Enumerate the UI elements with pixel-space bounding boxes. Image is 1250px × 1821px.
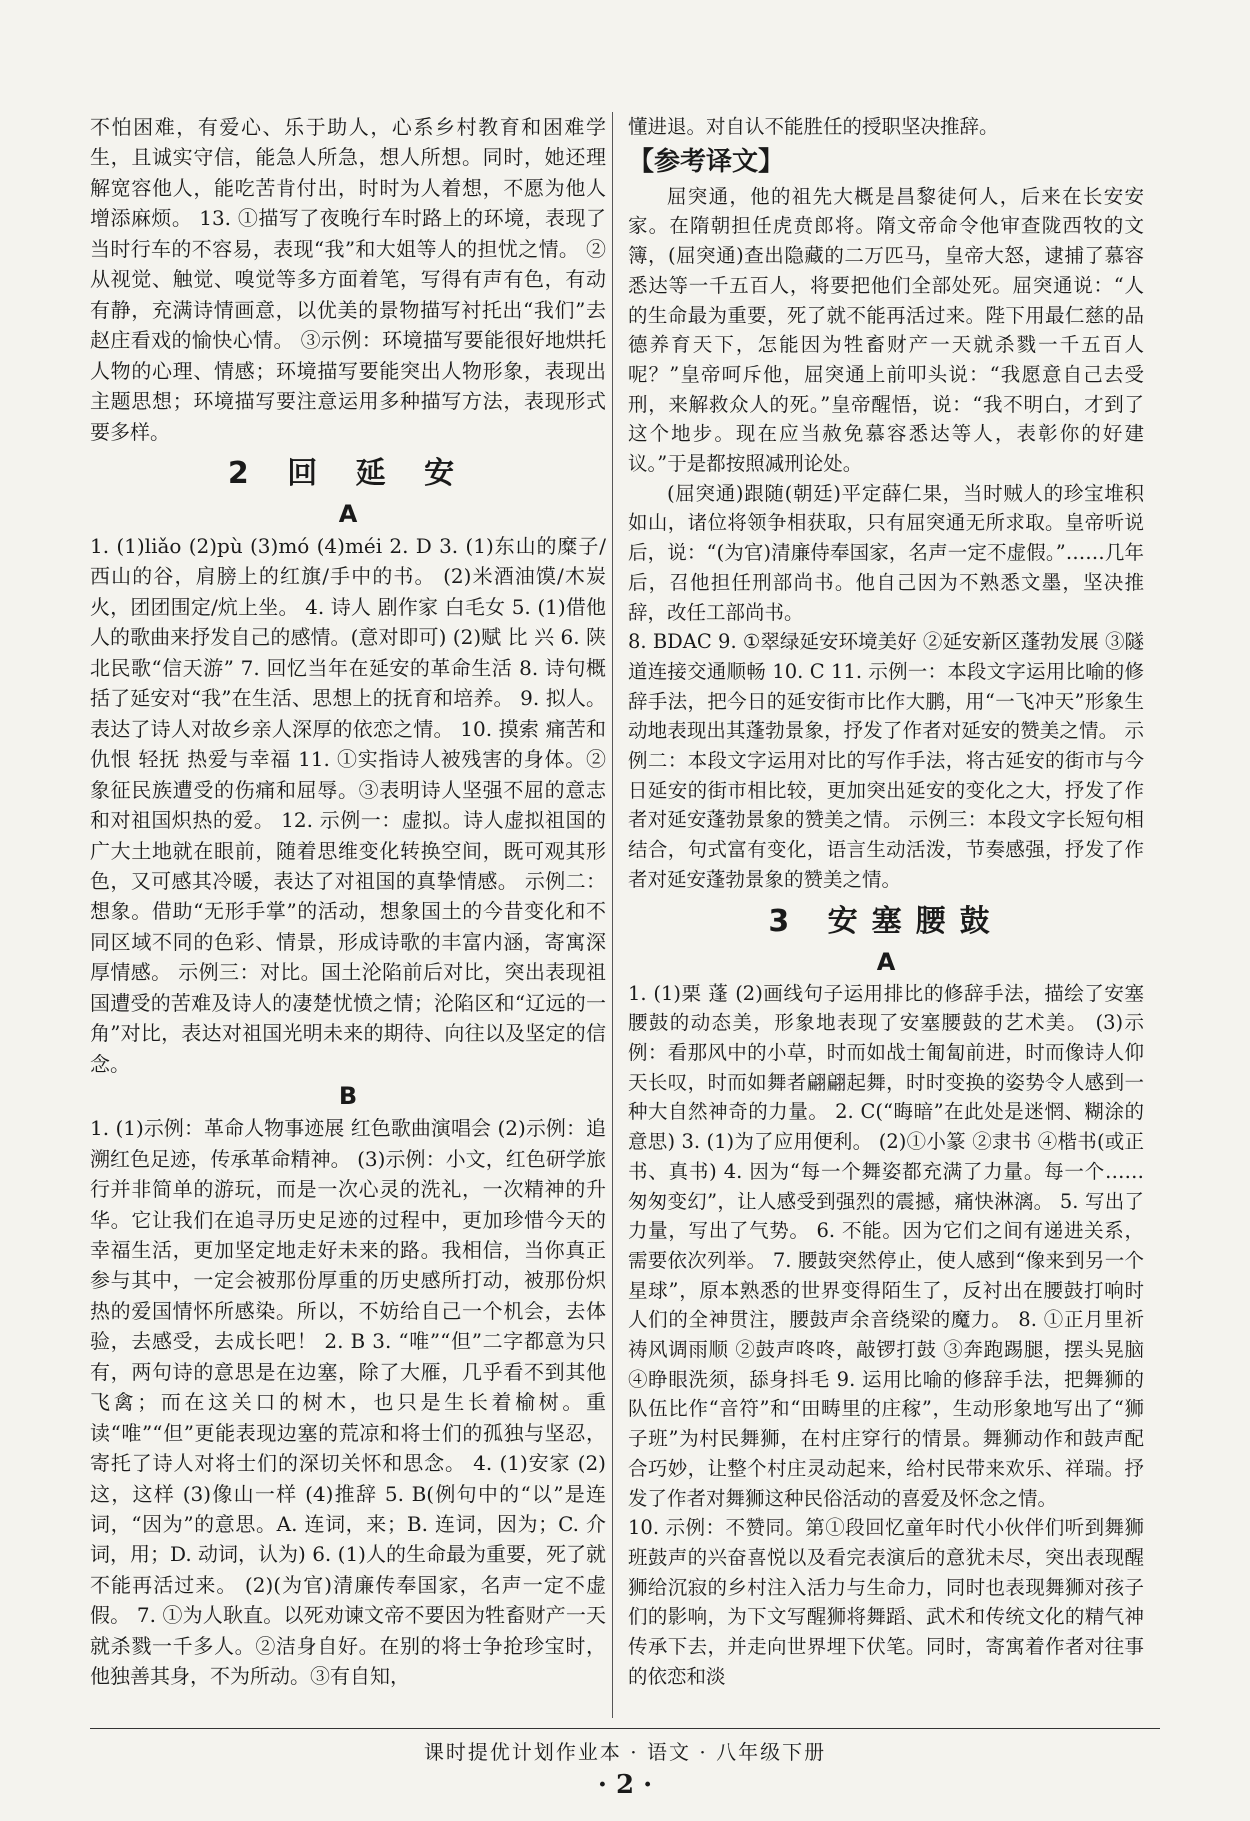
continuation-text: 懂进退。对自认不能胜任的授职坚决推辞。: [628, 115, 999, 138]
section-2-a-answers: 1. (1)liǎo (2)pù (3)mó (4)méi 2. D 3. (1)东山的糜子/西山的谷，肩膀上的红旗/手中的书。 (2)米酒油馍/木炭火，团团围定/炕上坐。 4. 诗人 剧作家 白毛女 5. (1)借他人的歌曲来抒发自己的感情。(意对即可) (2)赋 比 兴 6. 陕北民歌“信天游” 7. 回忆当年在延安的革命生活 8. 诗句概括了延安对“我”在生活、思想上的抚育和培养。 9. 拟人。表达了诗人对故乡亲人深厚的依恋之情。 10. 摸索 痛苦和仇恨 轻抚 热爱与幸福 11. ①实指诗人被残害的身体。②象征民族遭受的伤痛和屈辱。③表明诗人坚强不屈的意志和对祖国炽热的爱。 12. 示例一：虚拟。诗人虚拟祖国的广大土地就在眼前，随着思维变化转换空间，既可观其形色，又可感其冷暖，表达了对祖国的真挚情感。 示例二：想象。借助“无形手掌”的活动，想象国土的今昔变化和不同区域不同的色彩、情景，形成诗歌的丰富内涵，寄寓深厚情感。 示例三：对比。国土沦陷前后对比，突出表现祖国遭受的苦难及诗人的凄楚忧愤之情；沦陷区和“辽远的一角”对比，表达对祖国光明未来的期待、向往以及坚定的信念。: [90, 533, 606, 1076]
right-column: [628, 112, 1144, 1691]
intro-paragraph: 不怕困难，有爱心、乐于助人，心系乡村教育和困难学生，且诚实守信，能急人所急，想人所想。同时，她还理解宽容他人，能吃苦肯付出，时时为人着想，不愿为他人增添麻烦。 13. ①描写了夜晚行车时路上的环境，表现了当时行车的不容易，表现“我”和大姐等人的担忧之情。 ②从视觉、触觉、嗅觉等多方面着笔，写得有声有色，有动有静，充满诗情画意，以优美的景物描写衬托出“我们”去赵庄看戏的愉快心情。 ③示例：环境描写要能很好地烘托人物的心理、情感；环境描写要能突出人物形象，表现出主题思想；环境描写要注意运用多种描写方法，表现形式要多样。: [90, 115, 606, 444]
section-2-b-label: B: [338, 1082, 358, 1111]
section-2-remaining-answers: 8. BDAC 9. ①翠绿延安环境美好 ②延安新区蓬勃发展 ③隧道连接交通顺畅 10. C 11. 示例一：本段文字运用比喻的修辞手法，把今日的延安街市比作大鹏，用“一飞冲天”形象生动地表现出其蓬勃景象，抒发了作者对延安的赞美之情。 示例二：本段文字运用对比的写作手法，将古延安的街市与今日延安的街市相比较，更加突出延安的变化之大，抒发了作者对延安蓬勃景象的赞美之情。 示例三：本段文字长短句相结合，句式富有变化，语言生动活泼，节奏感强，抒发了作者对延安蓬勃景象的赞美之情。: [628, 630, 1144, 891]
section-3-a-label: A: [876, 947, 896, 976]
left-column: [90, 112, 606, 1692]
section-2-b-answers: 1. (1)示例：革命人物事迹展 红色歌曲演唱会 (2)示例：追溯红色足迹，传承革命精神。 (3)示例：小文，红色研学旅行并非简单的游玩，而是一次心灵的洗礼，一次精神的升华。它让我们在追寻历史足迹的过程中，更加珍惜今天的幸福生活，更加坚定地走好未来的路。我相信，当你真正参与其中，一定会被那份厚重的历史感所打动，被那份炽热的爱国情怀所感染。所以，不妨给自己一个机会，去体验，去感受，去成长吧！ 2. B 3. “唯”“但”二字都意为只有，两句诗的意思是在边塞，除了大雁，几乎看不到其他飞禽；而在这关口的树木，也只是生长着榆树。重读“唯”“但”更能表现边塞的荒凉和将士们的孤独与坚忍，寄托了诗人对将士们的深切关怀和思念。 4. (1)安家 (2)这，这样 (3)像山一样 (4)推辞 5. B(例句中的“以”是连词，“因为”的意思。A. 连词，来；B. 连词，因为；C. 介词，用；D. 动词，认为) 6. (1)人的生命最为重要，死了就不能再活过来。 (2)(为官)清廉传奉国家，名声一定不虚假。 7. ①为人耿直。以死劝谏文帝不要因为牲畜财产一天就杀戮一千多人。②洁身自好。在别的将士争抢珍宝时，他独善其身，不为所动。③有自知，: [90, 1116, 606, 1689]
translation-label: 【参考译文】: [628, 146, 785, 177]
page-number: · 2 ·: [597, 1770, 653, 1800]
question-10-answer: 10. 示例：不赞同。第①段回忆童年时代小伙伴们听到舞狮班鼓声的兴奋喜悦以及看完表演后的意犹未尽，突出表现醒狮给沉寂的乡村注入活力与生命力，同时也表现舞狮对孩子们的影响，为下文写醒狮将舞蹈、武术和传统文化的精气神传承下去，并走向世界埋下伏笔。同时，寄寓着作者对往事的依恋和淡: [628, 1516, 1144, 1688]
translation-paragraph-2: (屈突通)跟随(朝廷)平定薛仁果，当时贼人的珍宝堆积如山，诸位将领争相获取，只有屈突通无所求取。皇帝听说后，说：“(为官)清廉侍奉国家，名声一定不虚假。”……几年后，召他担任刑部尚书。他自己因为不熟悉文墨，坚决推辞，改任工部尚书。: [628, 481, 1144, 624]
translation-paragraph-1: 屈突通，他的祖先大概是昌黎徒何人，后来在长安安家。在隋朝担任虎贲郎将。隋文帝命令他审查陇西牧的文簿，(屈突通)查出隐藏的二万匹马，皇帝大怒，逮捕了慕容悉达等一千五百人，将要把他们全部处死。屈突通说：“人的生命最为重要，死了就不能再活过来。陛下用最仁慈的品德养育天下，怎能因为牲畜财产一天就杀戮一千五百人呢？”皇帝呵斥他，屈突通上前叩头说：“我愿意自己去受刑，来解救众人的死。”皇帝醒悟，说：“我不明白，才到了这个地步。现在应当赦免慕容悉达等人，表彰你的好建议。”于是都按照减刑论处。: [628, 184, 1144, 476]
section-3-title: 3 安塞腰鼓: [768, 903, 1004, 939]
section-3-a-answers: 1. (1)栗 蓬 (2)画线句子运用排比的修辞手法，描绘了安塞腰鼓的动态美，形象地表现了安塞腰鼓的艺术美。 (3)示例：看那风中的小草，时而如战士匍匐前进，时而像诗人仰天长叹，时而如舞者翩翩起舞，时时变换的姿势令人感到一种大自然神奇的力量。 2. C(“晦暗”在此处是迷惘、糊涂的意思) 3. (1)为了应用便利。 (2)①小篆 ②隶书 ④楷书(或正书、真书) 4. 因为“每一个舞姿都充满了力量。每一个……匆匆变幻”，让人感受到强烈的震撼，痛快淋漓。 5. 写出了力量，写出了气势。 6. 不能。因为它们之间有递进关系，需要依次列举。 7. 腰鼓突然停止，使人感到“像来到另一个星球”，原本熟悉的世界变得陌生了，反衬出在腰鼓打响时人们的全神贯注，腰鼓声余音绕梁的魔力。 8. ①正月里祈祷风调雨顺 ②鼓声咚咚，敲锣打鼓 ③奔跑踢腿，摆头晃脑 ④睁眼洗须，舔身抖毛 9. 运用比喻的修辞手法，把舞狮的队伍比作“音符”和“田畴里的庄稼”，生动形象地写出了“狮子班”为村民舞狮，在村庄穿行的情景。舞狮动作和鼓声配合巧妙，让整个村庄灵动起来，给村民带来欢乐、祥瑞。抒发了作者对舞狮这种民俗活动的喜爱及怀念之情。: [628, 981, 1144, 1510]
section-2-title: 2 回 延 安: [227, 455, 469, 491]
footer-rule: [90, 1728, 1160, 1729]
section-2-a-label: A: [338, 499, 358, 528]
column-divider: [612, 112, 613, 1718]
footer-book-title: 课时提优计划作业本 · 语文 · 八年级下册: [423, 1740, 827, 1764]
